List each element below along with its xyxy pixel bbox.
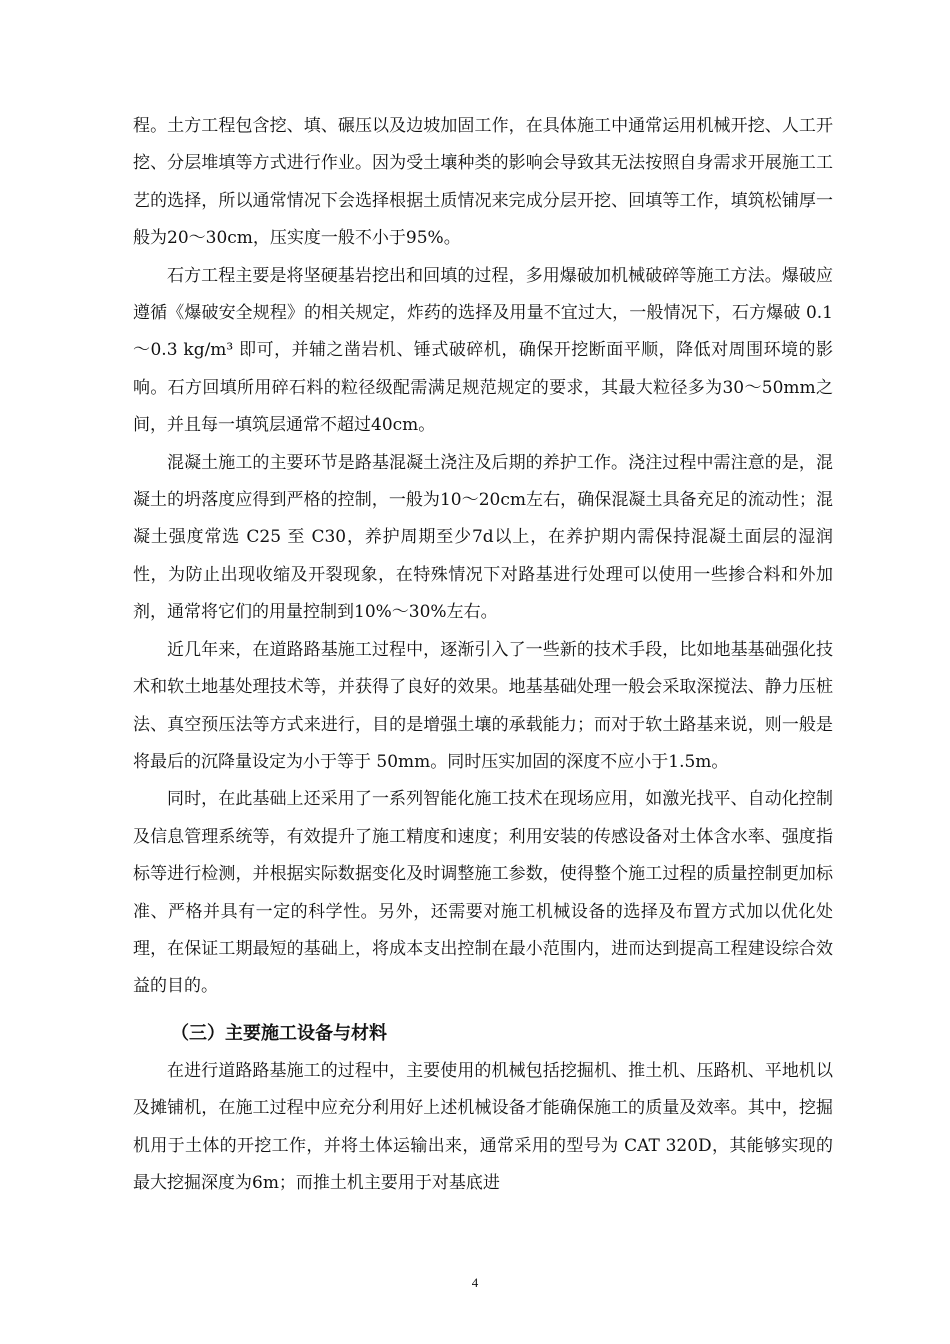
paragraph-earthwork: 程。土方工程包含挖、填、碾压以及边坡加固工作，在具体施工中通常运用机械开挖、人工开挖、分层堆填等方式进行作业。因为受土壤种类的影响会导致其无法按照自身需求开展施工工艺的选择，所以通常情况下会选择根据土质情况来完成分层开挖、回填等工作，填筑松铺厚一般为20～30cm，压实度一般不小于95%。 [133,116,833,249]
paragraph-equipment: 在进行道路路基施工的过程中，主要使用的机械包括挖掘机、推土机、压路机、平地机以及摊铺机，在施工过程中应充分利用好上述机械设备才能确保施工的质量及效率。其中，挖掘机用于土体的开挖工作，并将土体运输出来，通常采用的型号为 CAT 320D，其能够实现的最大挖掘深度为6m；而推土机主要用于对基底进 [133,1060,833,1193]
paragraph-intelligent-construction: 同时，在此基础上还采用了一系列智能化施工技术在现场应用，如激光找平、自动化控制及信息管理系统等，有效提升了施工精度和速度；利用安装的传感设备对土体含水率、强度指标等进行检测，并根据实际数据变化及时调整施工参数，使得整个施工过程的质量控制更加标准、严格并具有一定的科学性。另外，还需要对施工机械设备的选择及布置方式加以优化处理，在保证工期最短的基础上，将成本支出控制在最小范围内，进而达到提高工程建设综合效益的目的。 [133,789,833,997]
paragraph-concrete: 混凝土施工的主要环节是路基混凝土浇注及后期的养护工作。浇注过程中需注意的是，混凝土的坍落度应得到严格的控制，一般为10～20cm左右，确保混凝土具备充足的流动性；混凝土强度常选 C25 至 C30，养护周期至少7d以上，在养护期内需保持混凝土面层的湿润性，为防止出现收缩及开裂现象，在特殊情况下对路基进行处理可以使用一些掺合料和外加剂，通常将它们的用量控制到10%～30%左右。 [133,452,833,623]
paragraph-stonework: 石方工程主要是将坚硬基岩挖出和回填的过程，多用爆破加机械破碎等施工方法。爆破应遵循《爆破安全规程》的相关规定，炸药的选择及用量不宜过大，一般情况下，石方爆破 0.1～0.3 kg/m³ 即可，并辅之凿岩机、锤式破碎机，确保开挖断面平顺，降低对周围环境的影响。石方回填所用碎石料的粒径级配需满足规范规定的要求，其最大粒径多为30～50mm之间，并且每一填筑层通常不超过40cm。 [133,265,833,436]
body-text [133,108,833,1202]
page-number: 4 [471,1275,479,1290]
paragraph-new-techniques: 近几年来，在道路路基施工过程中，逐渐引入了一些新的技术手段，比如地基基础强化技术和软土地基处理技术等，并获得了良好的效果。地基基础处理一般会采取深搅法、静力压桩法、真空预压法等方式来进行，目的是增强土壤的承载能力；而对于软土路基来说，则一般是将最后的沉降量设定为小于等于 50mm。同时压实加固的深度不应小于1.5m。 [133,639,833,772]
section-heading: （三）主要施工设备与材料 [171,1022,387,1044]
